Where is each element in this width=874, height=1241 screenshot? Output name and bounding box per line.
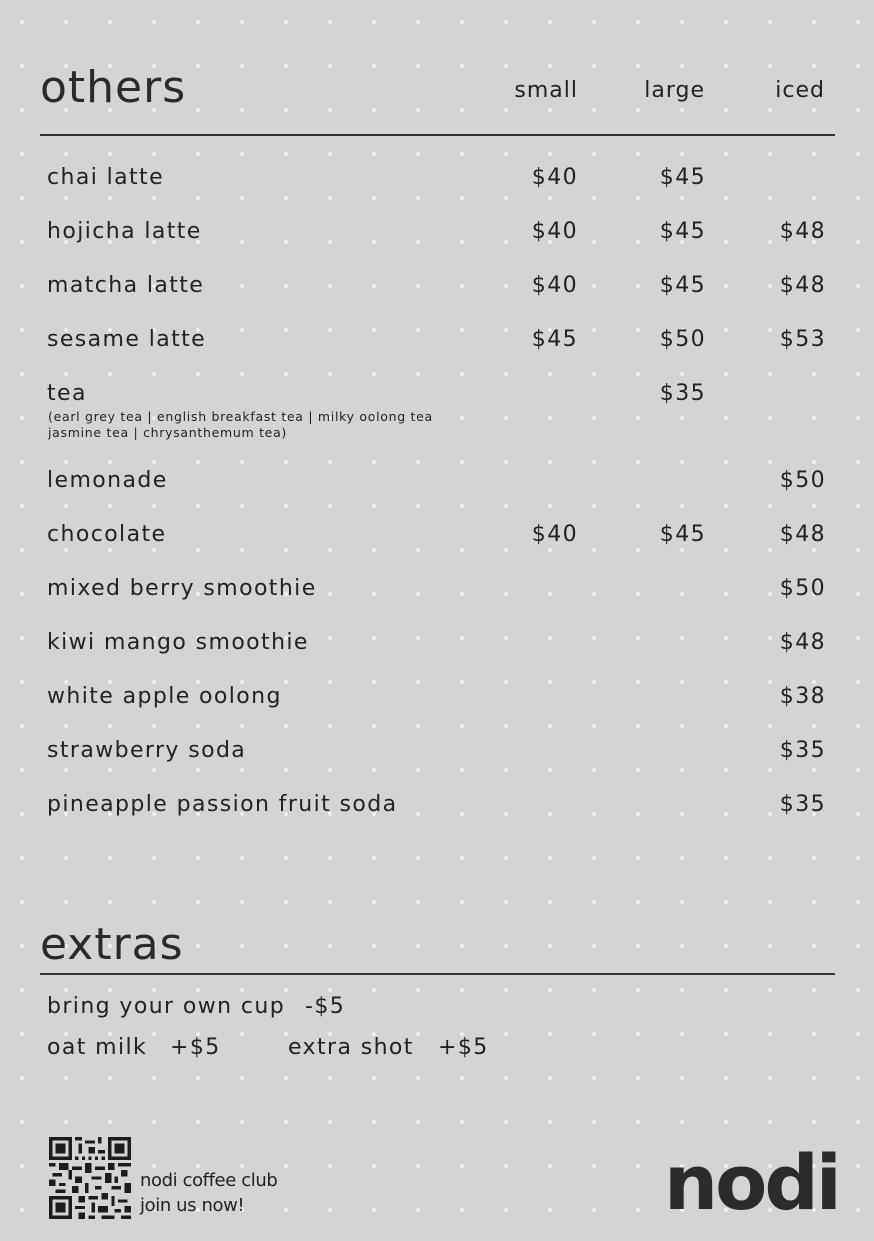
item-name: hojicha latte <box>47 219 202 244</box>
price-iced: $38 <box>779 684 826 709</box>
menu-row <box>0 221 874 251</box>
price-large: $45 <box>659 273 706 298</box>
menu-row <box>0 275 874 305</box>
price-small: $45 <box>531 327 578 352</box>
menu-row <box>0 524 874 554</box>
price-iced: $48 <box>779 630 826 655</box>
menu-row <box>0 794 874 824</box>
price-large: $45 <box>659 219 706 244</box>
item-name: mixed berry smoothie <box>47 576 317 601</box>
menu-row <box>0 632 874 662</box>
qr-code-icon[interactable] <box>49 1137 131 1219</box>
price-large: $45 <box>659 165 706 190</box>
menu-row <box>0 578 874 608</box>
extra-shot-label: extra shot <box>288 1035 414 1060</box>
price-large: $35 <box>659 381 706 406</box>
price-small: $40 <box>531 165 578 190</box>
byo-cup-price: -$5 <box>305 994 346 1019</box>
price-iced: $35 <box>779 738 826 763</box>
tea-note-line: jasmine tea | chrysanthemum tea) <box>48 425 288 440</box>
item-name: sesame latte <box>47 327 207 352</box>
menu-row <box>0 167 874 197</box>
item-name: chai latte <box>47 165 165 190</box>
price-small: $40 <box>531 273 578 298</box>
oat-milk-label: oat milk <box>47 1035 148 1060</box>
column-head-small: small <box>514 78 578 103</box>
tea-varieties-note <box>48 409 433 441</box>
item-name: white apple oolong <box>47 684 282 709</box>
price-iced: $50 <box>779 468 826 493</box>
item-name: chocolate <box>47 522 167 547</box>
tea-note-line: (earl grey tea | english breakfast tea | milky oolong tea <box>48 409 433 424</box>
item-name: kiwi mango smoothie <box>47 630 309 655</box>
extras-title: extras <box>40 919 184 970</box>
others-title: others <box>40 62 187 113</box>
menu-row <box>0 740 874 770</box>
price-large: $45 <box>659 522 706 547</box>
item-name: matcha latte <box>47 273 205 298</box>
menu-row <box>0 686 874 716</box>
column-head-large: large <box>644 78 705 103</box>
price-small: $40 <box>531 522 578 547</box>
club-name: nodi coffee club <box>140 1170 278 1191</box>
price-iced: $50 <box>779 576 826 601</box>
extra-shot-price: +$5 <box>438 1035 489 1060</box>
club-cta: join us now! <box>140 1195 245 1216</box>
price-small: $40 <box>531 219 578 244</box>
price-large: $50 <box>659 327 706 352</box>
price-iced: $48 <box>779 522 826 547</box>
oat-milk-price: +$5 <box>170 1035 221 1060</box>
price-iced: $48 <box>779 219 826 244</box>
menu-row <box>0 329 874 359</box>
item-name: pineapple passion fruit soda <box>47 792 398 817</box>
others-divider <box>40 134 835 136</box>
extras-divider <box>40 973 835 975</box>
menu-row <box>0 470 874 500</box>
nodi-logo: nodi <box>664 1138 839 1227</box>
byo-cup-label: bring your own cup <box>47 994 286 1019</box>
item-name: strawberry soda <box>47 738 247 763</box>
item-name: tea <box>47 381 87 406</box>
price-iced: $35 <box>779 792 826 817</box>
price-iced: $53 <box>779 327 826 352</box>
item-name: lemonade <box>47 468 168 493</box>
price-iced: $48 <box>779 273 826 298</box>
column-head-iced: iced <box>775 78 825 103</box>
